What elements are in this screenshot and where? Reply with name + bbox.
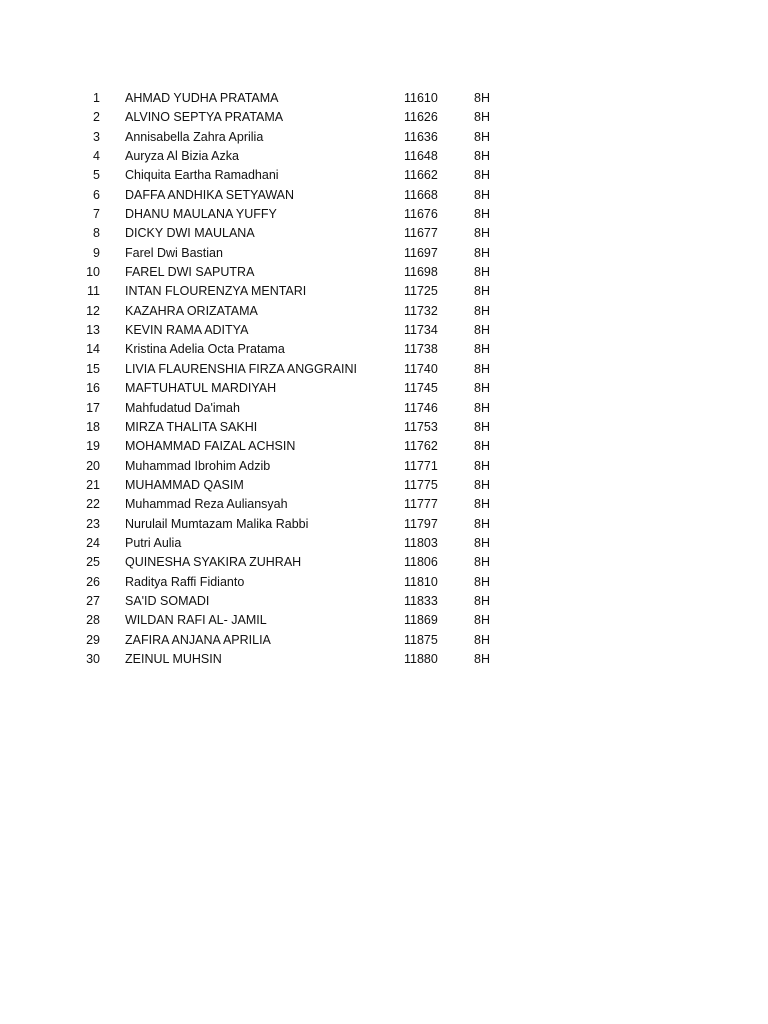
table-row <box>0 205 768 224</box>
student-name: DICKY DWI MAULANA <box>125 226 255 241</box>
row-number: 11 <box>87 284 100 299</box>
row-number: 26 <box>86 574 100 589</box>
student-class: 8H <box>474 149 490 164</box>
student-id: 11626 <box>404 110 438 125</box>
row-number: 1 <box>93 91 100 105</box>
table-row <box>0 128 768 147</box>
student-class: 8H <box>474 593 490 608</box>
student-name: Raditya Raffi Fidianto <box>125 574 245 589</box>
student-name: MIRZA THALITA SAKHI <box>125 419 258 434</box>
row-number: 10 <box>86 265 100 280</box>
student-list <box>0 89 768 669</box>
student-id: 11662 <box>404 168 438 183</box>
student-id: 11698 <box>404 265 438 280</box>
student-class: 8H <box>474 555 490 570</box>
row-number: 9 <box>93 245 100 260</box>
table-row <box>0 360 768 379</box>
student-class: 8H <box>474 110 490 125</box>
student-class: 8H <box>474 303 490 318</box>
student-name: Auryza Al Bizia Azka <box>125 149 239 164</box>
student-class: 8H <box>474 400 490 415</box>
student-id: 11775 <box>404 477 438 492</box>
row-number: 28 <box>86 613 100 628</box>
student-class: 8H <box>474 226 490 241</box>
student-class: 8H <box>474 129 490 144</box>
row-number: 24 <box>86 535 100 550</box>
student-id: 11676 <box>404 207 438 222</box>
row-number: 2 <box>93 110 100 125</box>
student-name: WILDAN RAFI AL- JAMIL <box>125 613 267 628</box>
row-number: 30 <box>86 651 100 666</box>
student-class: 8H <box>474 284 490 299</box>
row-number: 15 <box>86 361 100 376</box>
student-id: 11803 <box>404 535 438 550</box>
student-id: 11806 <box>404 555 438 570</box>
table-row <box>0 437 768 456</box>
student-id: 11771 <box>404 458 438 473</box>
student-class: 8H <box>474 245 490 260</box>
student-id: 11746 <box>404 400 438 415</box>
table-row <box>0 611 768 630</box>
student-id: 11648 <box>404 149 438 164</box>
row-number: 22 <box>86 497 100 512</box>
row-number: 20 <box>86 458 100 473</box>
student-name: SA'ID SOMADI <box>125 593 210 608</box>
student-id: 11610 <box>404 91 438 105</box>
row-number: 23 <box>86 516 100 531</box>
row-number: 16 <box>86 381 100 396</box>
table-row <box>0 89 768 108</box>
table-row <box>0 495 768 514</box>
student-id: 11677 <box>404 226 438 241</box>
student-id: 11734 <box>404 323 438 338</box>
student-name: AHMAD YUDHA PRATAMA <box>125 91 279 105</box>
student-id: 11833 <box>404 593 438 608</box>
student-name: FAREL DWI SAPUTRA <box>125 265 255 280</box>
row-number: 12 <box>86 303 100 318</box>
student-name: KEVIN RAMA ADITYA <box>125 323 249 338</box>
table-row <box>0 418 768 437</box>
student-name: ALVINO SEPTYA PRATAMA <box>125 110 284 125</box>
student-name: ZAFIRA ANJANA APRILIA <box>125 632 271 647</box>
student-name: KAZAHRA ORIZATAMA <box>125 303 258 318</box>
student-id: 11797 <box>404 516 438 531</box>
student-class: 8H <box>474 497 490 512</box>
student-name: Chiquita Eartha Ramadhani <box>125 168 279 183</box>
student-name: Mahfudatud Da'imah <box>125 400 240 415</box>
student-id: 11810 <box>404 574 438 589</box>
student-class: 8H <box>474 342 490 357</box>
student-name: Muhammad Ibrohim Adzib <box>125 458 271 473</box>
row-number: 4 <box>93 149 100 164</box>
student-name: ZEINUL MUHSIN <box>125 651 222 666</box>
student-name: Putri Aulia <box>125 535 182 550</box>
table-row <box>0 650 768 669</box>
student-class: 8H <box>474 361 490 376</box>
table-row <box>0 457 768 476</box>
row-number: 3 <box>93 129 100 144</box>
student-name: MOHAMMAD FAIZAL ACHSIN <box>125 439 296 454</box>
student-class: 8H <box>474 439 490 454</box>
row-number: 27 <box>86 593 100 608</box>
student-id: 11880 <box>404 651 438 666</box>
student-name: QUINESHA SYAKIRA ZUHRAH <box>125 555 302 570</box>
table-row <box>0 263 768 282</box>
student-id: 11732 <box>404 303 438 318</box>
table-row <box>0 340 768 359</box>
student-class: 8H <box>474 516 490 531</box>
student-id: 11762 <box>404 439 438 454</box>
student-class: 8H <box>474 323 490 338</box>
table-row <box>0 476 768 495</box>
table-row <box>0 534 768 553</box>
row-number: 18 <box>86 419 100 434</box>
student-name: INTAN FLOURENZYA MENTARI <box>125 284 307 299</box>
student-id: 11636 <box>404 129 438 144</box>
student-class: 8H <box>474 632 490 647</box>
student-class: 8H <box>474 574 490 589</box>
student-class: 8H <box>474 535 490 550</box>
table-row <box>0 379 768 398</box>
student-class: 8H <box>474 458 490 473</box>
student-id: 11777 <box>404 497 438 512</box>
table-row <box>0 302 768 321</box>
student-name: DAFFA ANDHIKA SETYAWAN <box>125 187 295 202</box>
student-name: Farel Dwi Bastian <box>125 245 223 260</box>
table-row <box>0 224 768 243</box>
table-row <box>0 321 768 340</box>
row-number: 19 <box>86 439 100 454</box>
student-id: 11869 <box>404 613 438 628</box>
student-class: 8H <box>474 477 490 492</box>
row-number: 8 <box>93 226 100 241</box>
table-row <box>0 631 768 650</box>
student-name: MUHAMMAD QASIM <box>125 477 244 492</box>
table-row <box>0 108 768 127</box>
row-number: 29 <box>86 632 100 647</box>
student-name: LIVIA FLAURENSHIA FIRZA ANGGRAINI <box>125 361 358 376</box>
student-id: 11697 <box>404 245 438 260</box>
student-name: Nurulail Mumtazam Malika Rabbi <box>125 516 309 531</box>
row-number: 25 <box>86 555 100 570</box>
table-row <box>0 515 768 534</box>
student-id: 11668 <box>404 187 438 202</box>
table-row <box>0 573 768 592</box>
student-name: MAFTUHATUL MARDIYAH <box>125 381 277 396</box>
table-row <box>0 592 768 611</box>
table-row <box>0 282 768 301</box>
student-id: 11740 <box>404 361 438 376</box>
student-class: 8H <box>474 91 490 105</box>
student-class: 8H <box>474 419 490 434</box>
table-row <box>0 244 768 263</box>
table-row <box>0 166 768 185</box>
row-number: 6 <box>93 187 100 202</box>
row-number: 21 <box>86 477 100 492</box>
student-class: 8H <box>474 187 490 202</box>
table-row <box>0 399 768 418</box>
row-number: 7 <box>93 207 100 222</box>
student-class: 8H <box>474 613 490 628</box>
student-id: 11738 <box>404 342 438 357</box>
student-id: 11753 <box>404 419 438 434</box>
student-id: 11875 <box>404 632 438 647</box>
student-class: 8H <box>474 265 490 280</box>
table-row <box>0 186 768 205</box>
student-class: 8H <box>474 381 490 396</box>
student-class: 8H <box>474 168 490 183</box>
student-class: 8H <box>474 651 490 666</box>
table-row <box>0 553 768 572</box>
row-number: 17 <box>86 400 100 415</box>
table-row <box>0 147 768 166</box>
student-name: Muhammad Reza Auliansyah <box>125 497 288 512</box>
student-class: 8H <box>474 207 490 222</box>
row-number: 5 <box>93 168 100 183</box>
row-number: 13 <box>86 323 100 338</box>
student-name: Kristina Adelia Octa Pratama <box>125 342 285 357</box>
student-name: Annisabella Zahra Aprilia <box>125 129 264 144</box>
student-id: 11725 <box>404 284 438 299</box>
row-number: 14 <box>86 342 100 357</box>
student-id: 11745 <box>404 381 438 396</box>
student-name: DHANU MAULANA YUFFY <box>125 207 277 222</box>
